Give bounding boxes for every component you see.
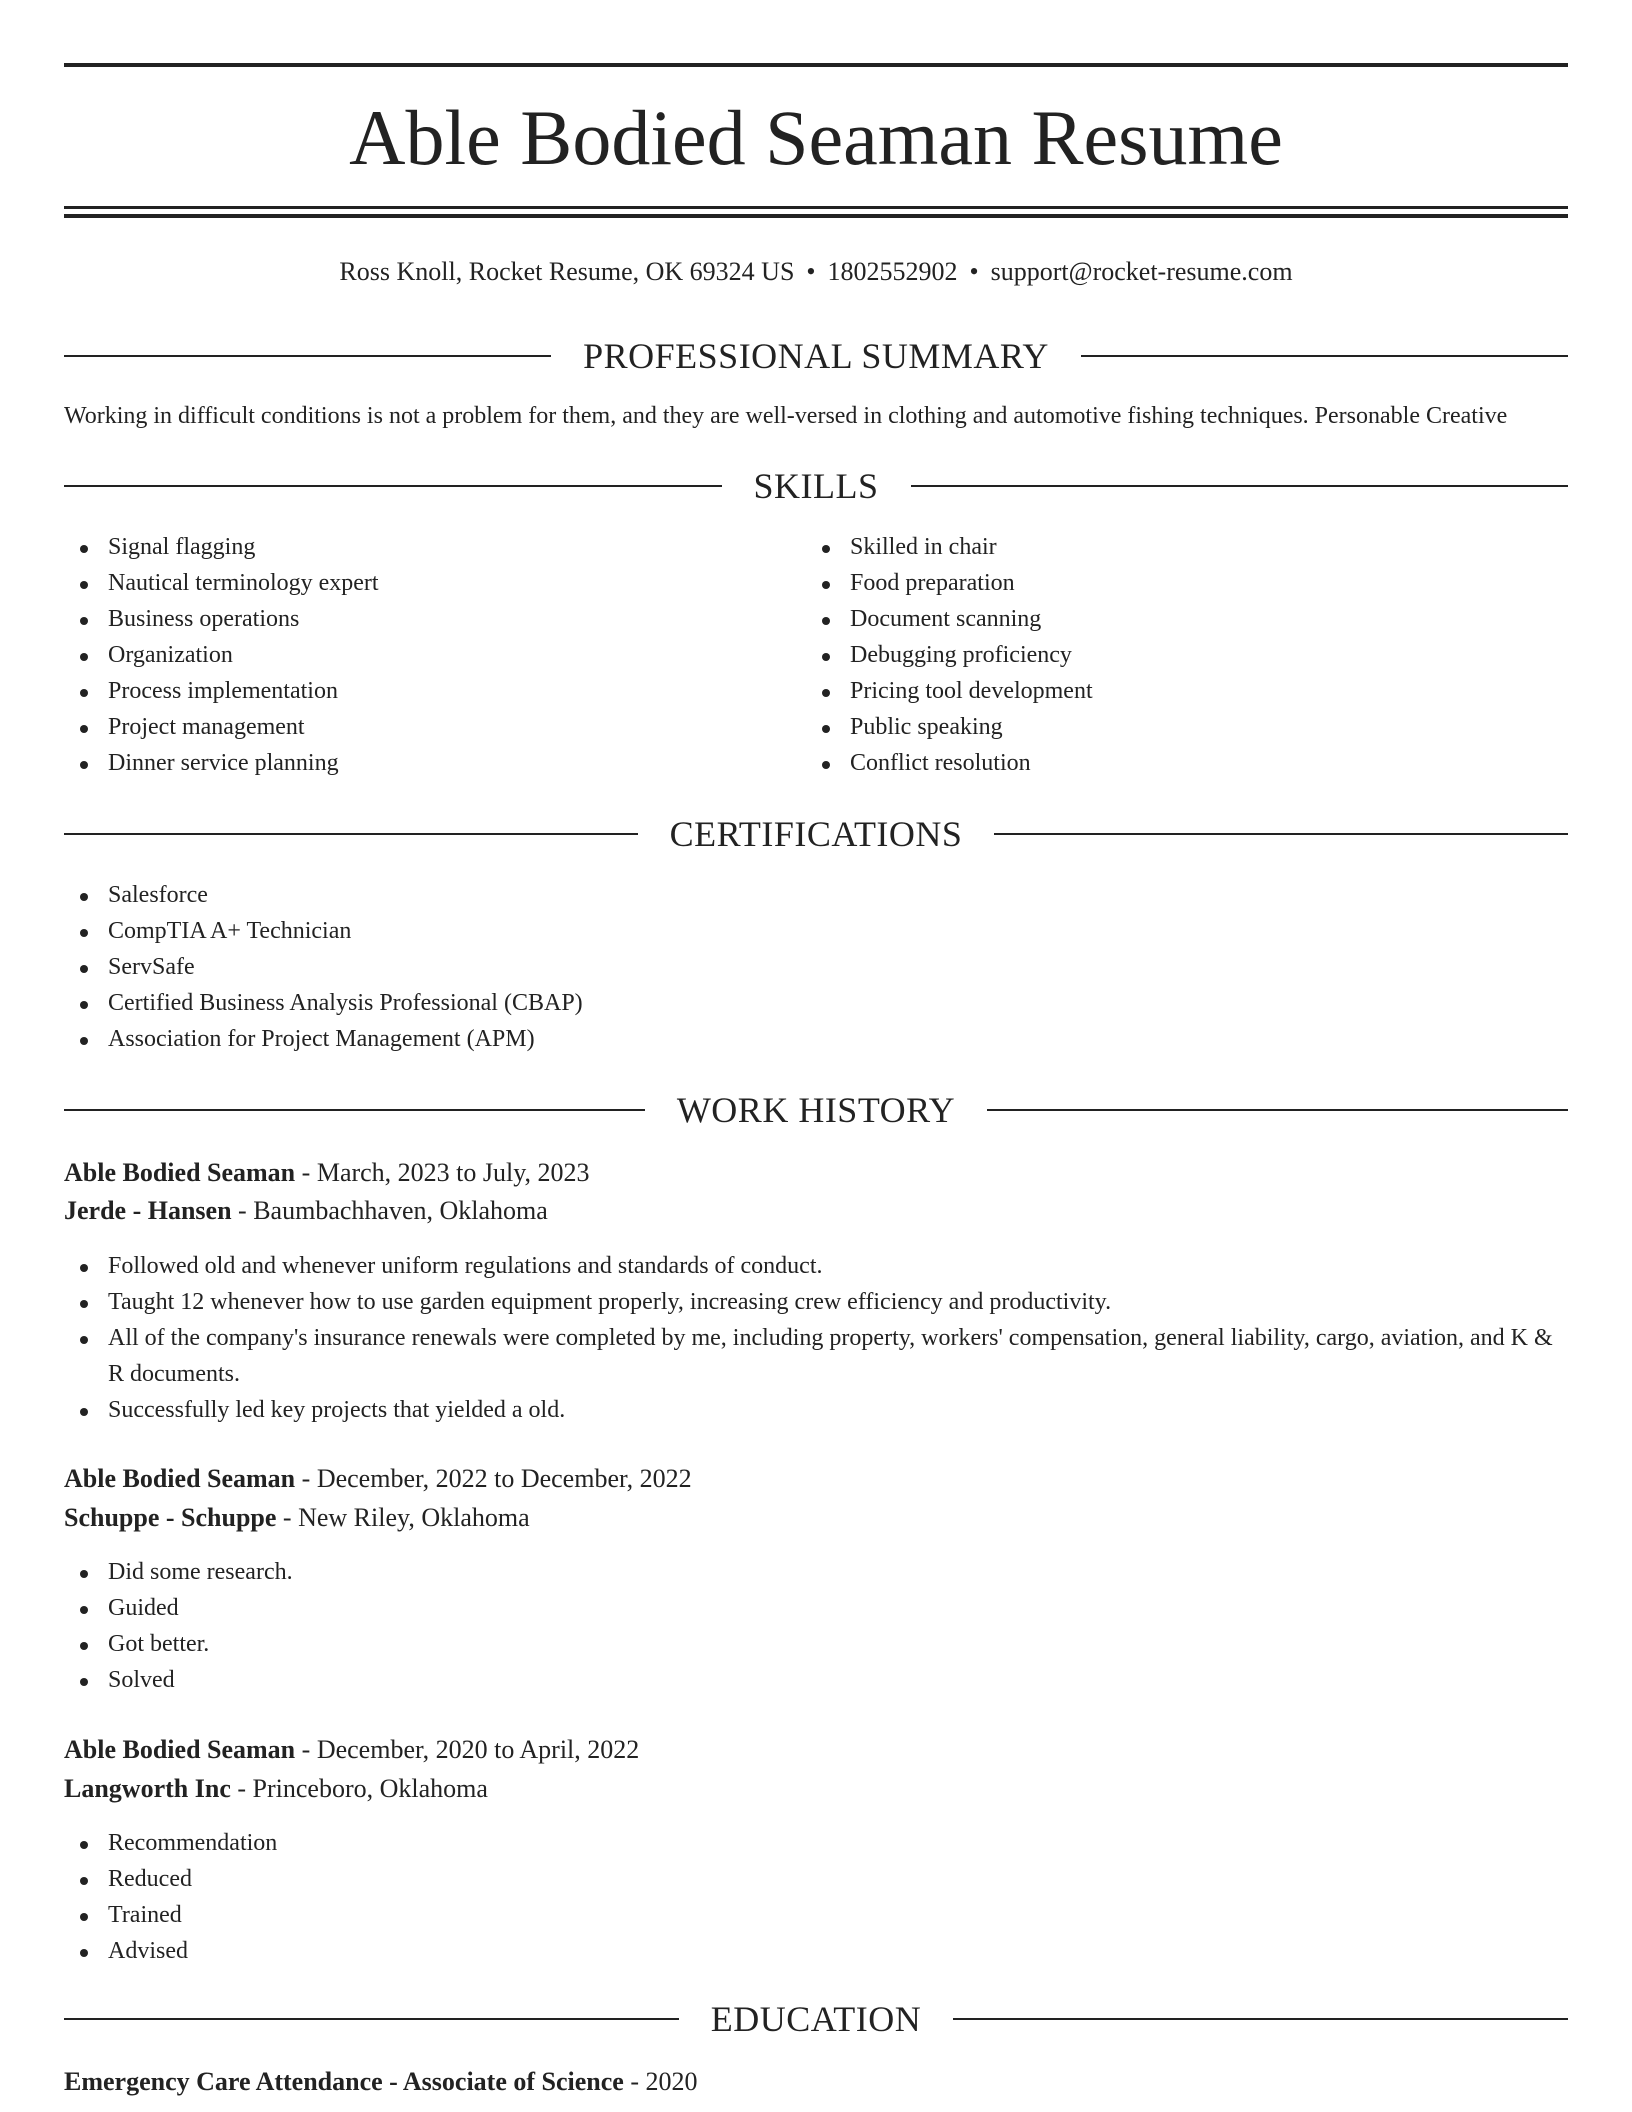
job-dates: December, 2022 to December, 2022	[316, 1464, 692, 1493]
work-history-heading-text: WORK HISTORY	[676, 1090, 956, 1130]
job-bullet: Solved	[64, 1662, 1464, 1698]
job-bullet: Advised	[64, 1933, 1464, 1969]
job-bullets	[64, 1825, 1464, 1969]
heading-rule-right	[953, 2018, 1568, 2020]
job-title: Able Bodied Seaman	[64, 1735, 296, 1764]
contact-email[interactable]: support@rocket-resume.com	[990, 257, 1293, 286]
heading-rule-left	[64, 2018, 679, 2020]
job-dates: December, 2020 to April, 2022	[316, 1735, 640, 1764]
skill-item: Public speaking	[806, 709, 1506, 745]
summary-text: Working in difficult conditions is not a problem for them, and they are well-versed in clothing and automotive fishing techniques. Personable Creative	[64, 403, 1508, 429]
contact-phone: 1802552902	[827, 257, 958, 286]
heading-rule-right	[994, 833, 1568, 835]
job-bullet: Did some research.	[64, 1554, 1464, 1590]
education-heading	[64, 1999, 1568, 2039]
summary-heading	[64, 336, 1568, 376]
skill-item: Conflict resolution	[806, 745, 1506, 781]
certification-item: Salesforce	[64, 877, 1464, 913]
skill-item: Organization	[64, 637, 764, 673]
title-double-rule-upper	[64, 206, 1568, 209]
skill-item: Dinner service planning	[64, 745, 764, 781]
job-bullet: Trained	[64, 1897, 1464, 1933]
skill-item: Document scanning	[806, 601, 1506, 637]
contact-address: Ross Knoll, Rocket Resume, OK 69324 US	[339, 257, 795, 286]
work-history-heading	[64, 1090, 1568, 1130]
certifications-heading-text: CERTIFICATIONS	[669, 814, 963, 854]
job-location: Princeboro, Oklahoma	[252, 1774, 488, 1803]
job-bullet: All of the company's insurance renewals were completed by me, including property, workers' compensation, general liability, cargo, aviation, and K & R documents.	[64, 1320, 1574, 1392]
contact-separator: •	[969, 257, 979, 286]
skill-item: Debugging proficiency	[806, 637, 1506, 673]
heading-rule-left	[64, 1109, 645, 1111]
skills-heading	[64, 466, 1568, 506]
education-entry: Emergency Care Attendance - Associate of Science - 2020	[64, 2067, 698, 2096]
skill-item: Food preparation	[806, 565, 1506, 601]
job-company-line: Langworth Inc - Princeboro, Oklahoma	[64, 1774, 488, 1803]
job-dates: March, 2023 to July, 2023	[316, 1158, 590, 1187]
job-company-line: Jerde - Hansen - Baumbachhaven, Oklahoma	[64, 1196, 548, 1225]
contact-separator: •	[806, 257, 816, 286]
job-bullet: Reduced	[64, 1861, 1464, 1897]
resume-title: Able Bodied Seaman Resume	[349, 94, 1283, 181]
top-rule	[64, 63, 1568, 67]
education-year: 2020	[645, 2067, 698, 2096]
skills-list-right	[806, 529, 1506, 781]
job-company-line: Schuppe - Schuppe - New Riley, Oklahoma	[64, 1503, 530, 1532]
job-bullet: Recommendation	[64, 1825, 1464, 1861]
skill-item: Signal flagging	[64, 529, 764, 565]
job-bullet: Followed old and whenever uniform regulations and standards of conduct.	[64, 1248, 1574, 1284]
job-company: Langworth Inc	[64, 1774, 231, 1803]
heading-rule-left	[64, 485, 722, 487]
certification-item: ServSafe	[64, 949, 1464, 985]
certifications-list	[64, 877, 1464, 1057]
skill-item: Project management	[64, 709, 764, 745]
certification-item: CompTIA A+ Technician	[64, 913, 1464, 949]
heading-rule-right	[1081, 355, 1568, 357]
certifications-heading	[64, 814, 1568, 854]
job-title-line: Able Bodied Seaman - March, 2023 to July, 2023	[64, 1158, 590, 1187]
job-title-line: Able Bodied Seaman - December, 2020 to April, 2022	[64, 1735, 640, 1764]
job-bullet: Taught 12 whenever how to use garden equipment properly, increasing crew efficiency and productivity.	[64, 1284, 1574, 1320]
job-location: Baumbachhaven, Oklahoma	[253, 1196, 548, 1225]
education-heading-text: EDUCATION	[710, 1999, 922, 2039]
summary-heading-text: PROFESSIONAL SUMMARY	[583, 336, 1049, 376]
skills-list-left	[64, 529, 764, 781]
title-double-rule-lower	[64, 214, 1568, 218]
job-bullet: Guided	[64, 1590, 1464, 1626]
heading-rule-right	[911, 485, 1569, 487]
job-bullets	[64, 1248, 1574, 1428]
job-bullet: Got better.	[64, 1626, 1464, 1662]
heading-rule-left	[64, 355, 551, 357]
skill-item: Skilled in chair	[806, 529, 1506, 565]
job-title: Able Bodied Seaman	[64, 1464, 296, 1493]
heading-rule-left	[64, 833, 638, 835]
job-bullet: Successfully led key projects that yielded a old.	[64, 1392, 1574, 1428]
contact-line	[64, 252, 1568, 292]
certification-item: Association for Project Management (APM)	[64, 1021, 1464, 1057]
certification-item: Certified Business Analysis Professional (CBAP)	[64, 985, 1464, 1021]
job-bullets	[64, 1554, 1464, 1698]
job-location: New Riley, Oklahoma	[298, 1503, 530, 1532]
skills-heading-text: SKILLS	[753, 466, 879, 506]
job-company: Schuppe - Schuppe	[64, 1503, 277, 1532]
skill-item: Business operations	[64, 601, 764, 637]
job-title: Able Bodied Seaman	[64, 1158, 296, 1187]
heading-rule-right	[987, 1109, 1568, 1111]
skill-item: Process implementation	[64, 673, 764, 709]
job-company: Jerde - Hansen	[64, 1196, 232, 1225]
job-title-line: Able Bodied Seaman - December, 2022 to December, 2022	[64, 1464, 692, 1493]
skill-item: Pricing tool development	[806, 673, 1506, 709]
skill-item: Nautical terminology expert	[64, 565, 764, 601]
education-degree: Emergency Care Attendance - Associate of Science	[64, 2067, 624, 2096]
